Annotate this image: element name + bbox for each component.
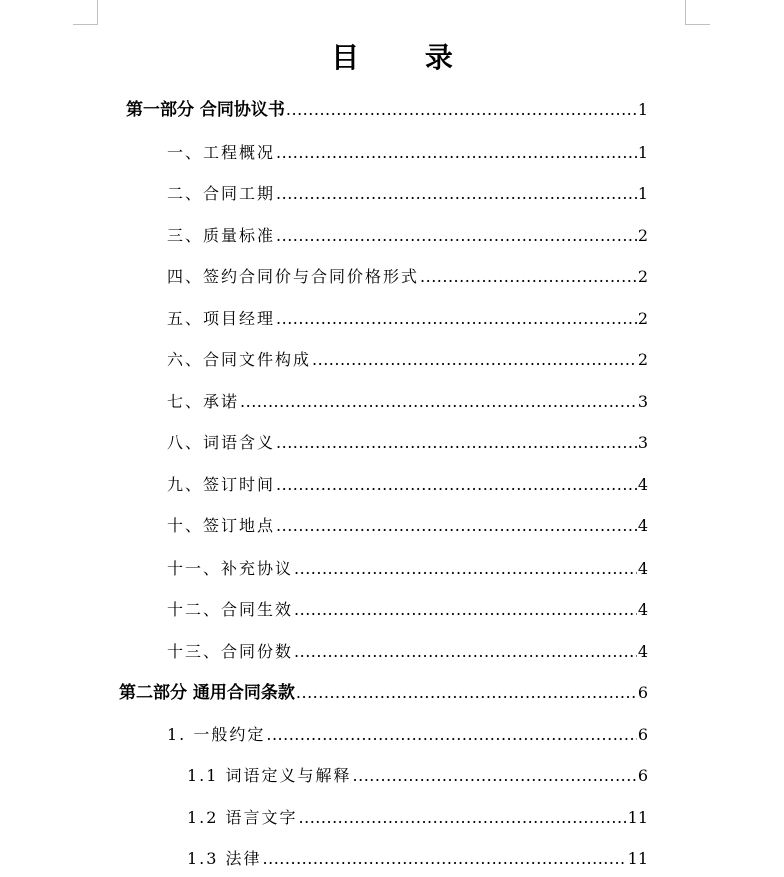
toc-leader [276,141,637,165]
toc-page-number: 3 [637,433,648,452]
toc-entry[interactable] [167,182,648,206]
toc-entry-text: 第一部分 合同协议书 [126,100,285,120]
toc-page-number: 6 [637,725,648,744]
toc-leader [294,557,637,581]
toc-leader [294,598,637,622]
toc-entry-text: 八、词语含义 [167,433,276,452]
toc-page-number: 4 [637,475,648,494]
toc-entry-text: 1.2 语言文字 [187,808,298,827]
toc-page-number: 1 [637,184,648,203]
toc-page-number: 3 [637,392,648,411]
toc-leader [266,723,636,747]
page-corner-mark-left [73,0,98,25]
toc-part-2[interactable] [119,681,648,705]
toc-entry-text: 十、签订地点 [167,516,276,535]
toc-leader [299,806,627,830]
toc-leader [353,764,637,788]
toc-entry-text: 1. 一般约定 [167,725,266,744]
toc-entry-text: 1.3 法律 [187,849,262,868]
toc-entry-text: 六、合同文件构成 [167,350,312,369]
toc-entry-text: 九、签订时间 [167,475,276,494]
toc-entry-text: 七、承诺 [167,392,240,411]
toc-entry[interactable] [187,847,648,871]
toc-entry[interactable] [167,598,648,622]
toc-entry[interactable] [167,224,648,248]
toc-leader [296,681,637,705]
toc-entry-text: 十一、补充协议 [167,559,294,578]
page-corner-mark-right [685,0,710,25]
toc-entry[interactable] [167,557,648,581]
toc-page-number: 2 [637,309,648,328]
toc-page-number: 4 [637,559,648,578]
toc-leader [240,390,637,414]
toc-page-number: 11 [627,849,648,868]
toc-leader [263,847,627,871]
toc-part-1[interactable] [126,98,648,122]
toc-leader [286,98,637,122]
toc-page-number: 4 [637,642,648,661]
toc-page-number: 4 [637,600,648,619]
toc-leader [420,265,637,289]
toc-leader [276,307,637,331]
toc-entry[interactable] [167,723,648,747]
toc-page-number: 6 [637,683,648,702]
toc-entry[interactable] [187,764,648,788]
toc-entry[interactable] [167,640,648,664]
toc-entry-text: 1.1 词语定义与解释 [187,766,352,785]
toc-entry[interactable] [167,141,648,165]
toc-entry-text: 三、质量标准 [167,226,276,245]
page-title: 目 录 [331,41,481,74]
toc-page-number: 1 [637,143,648,162]
toc-entry-text: 十二、合同生效 [167,600,294,619]
toc-entry-text: 第二部分 通用合同条款 [119,683,295,703]
toc-entry-text: 二、合同工期 [167,184,276,203]
toc-page-number: 11 [627,808,648,827]
toc-page-number: 6 [637,766,648,785]
toc-page-number: 2 [637,350,648,369]
toc-entry[interactable] [167,265,648,289]
toc-entry[interactable] [167,431,648,455]
toc-leader [276,224,637,248]
toc-entry-text: 四、签约合同价与合同价格形式 [167,267,420,286]
toc-page-number: 4 [637,516,648,535]
toc-entry[interactable] [167,473,648,497]
toc-leader [276,431,637,455]
toc-leader [294,640,637,664]
toc-entry-text: 五、项目经理 [167,309,276,328]
toc-page-number: 2 [637,267,648,286]
toc-entry[interactable] [167,348,648,372]
toc-leader [312,348,637,372]
toc-entry[interactable] [167,514,648,538]
toc-leader [276,182,637,206]
toc-entry[interactable] [167,390,648,414]
toc-page-number: 2 [637,226,648,245]
toc-entry-text: 十三、合同份数 [167,642,294,661]
toc-leader [276,473,637,497]
toc-entry[interactable] [187,806,648,830]
toc-entry[interactable] [167,307,648,331]
toc-page-number: 1 [637,100,648,119]
toc-leader [276,514,637,538]
toc-entry-text: 一、工程概况 [167,143,276,162]
